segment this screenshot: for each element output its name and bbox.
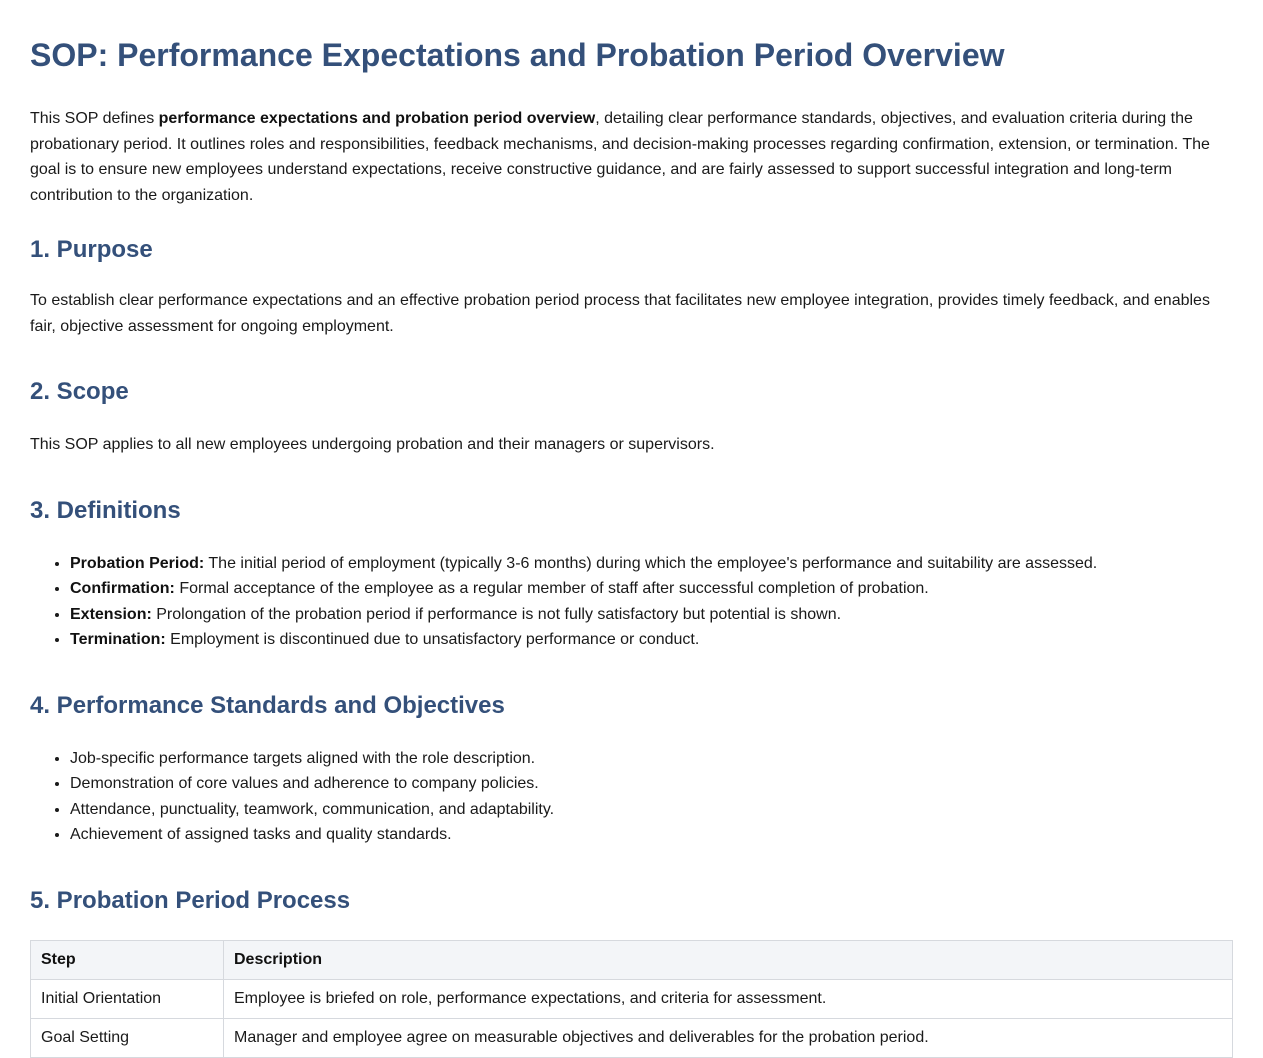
intro-rest: , detailing clear performance standards, objectives, and evaluation criteria during the probationary period. It outlines roles and responsibilities, feedback mechanisms, and decision-making processes regarding confirmation, extension, or termination. The goal is to ensure new employees understand expectations, receive constructive guidance, and are fairly assessed to support successful integration and long-term contribution to the organization. [30, 110, 1210, 204]
scope-heading: 2. Scope [30, 378, 129, 405]
definition-text: Employment is discontinued due to unsatisfactory performance or conduct. [165, 631, 700, 648]
definition-term: Termination: [70, 631, 166, 648]
definition-term: Confirmation: [70, 580, 175, 597]
definition-item [70, 602, 1233, 628]
process-table [30, 940, 1233, 1058]
definitions-list [30, 551, 1233, 653]
page-title: SOP: Performance Expectations and Probation Period Overview [30, 37, 1005, 73]
standards-item: • Attendance, punctuality, teamwork, communication, and adaptability. [70, 797, 1233, 823]
table-row [31, 979, 1233, 1018]
standards-item: • Achievement of assigned tasks and quality standards. [70, 822, 1233, 848]
definition-item [70, 627, 1233, 653]
description-cell: Employee is briefed on role, performance expectations, and criteria for assessment. [224, 979, 1233, 1018]
table-row [31, 1018, 1233, 1057]
intro-paragraph [30, 106, 1233, 208]
standards-item: • Demonstration of core values and adherence to company policies. [70, 771, 1233, 797]
purpose-text: To establish clear performance expectations and an effective probation period process that facilitates new employee integration, provides timely feedback, and enables fair, objective assessment for ongoing employment. [30, 292, 1210, 335]
step-cell: Goal Setting [31, 1018, 224, 1057]
definitions-heading: 3. Definitions [30, 496, 181, 524]
definition-term: Extension: [70, 605, 152, 623]
definition-text: Prolongation of the probation period if performance is not fully satisfactory but potential is shown. [151, 605, 842, 623]
definition-text: The initial period of employment (typically 3-6 months) during which the employee's performance and suitability are assessed. [204, 554, 1098, 572]
column-header-step: Step [31, 940, 224, 979]
definition-item [70, 576, 1233, 602]
intro-lead: This SOP defines [30, 110, 159, 127]
purpose-heading: 1. Purpose [30, 236, 153, 263]
intro-bold: performance expectations and probation period overview [158, 110, 596, 127]
step-cell: Initial Orientation [31, 979, 224, 1018]
definition-term: Probation Period: [70, 554, 205, 572]
description-cell: Manager and employee agree on measurable objectives and deliverables for the probation period. [224, 1018, 1233, 1057]
standards-list [30, 746, 1233, 848]
table-header-row [31, 940, 1233, 979]
definition-text: Formal acceptance of the employee as a regular member of staff after successful completion of probation. [174, 580, 929, 597]
definition-item [70, 551, 1233, 577]
column-header-description: Description [224, 940, 1233, 979]
standards-heading: 4. Performance Standards and Objectives [30, 691, 505, 719]
scope-text: This SOP applies to all new employees undergoing probation and their managers or supervisors. [30, 436, 715, 453]
process-heading: 5. Probation Period Process [30, 886, 351, 914]
standards-item: • Job-specific performance targets aligned with the role description. [70, 746, 1233, 772]
